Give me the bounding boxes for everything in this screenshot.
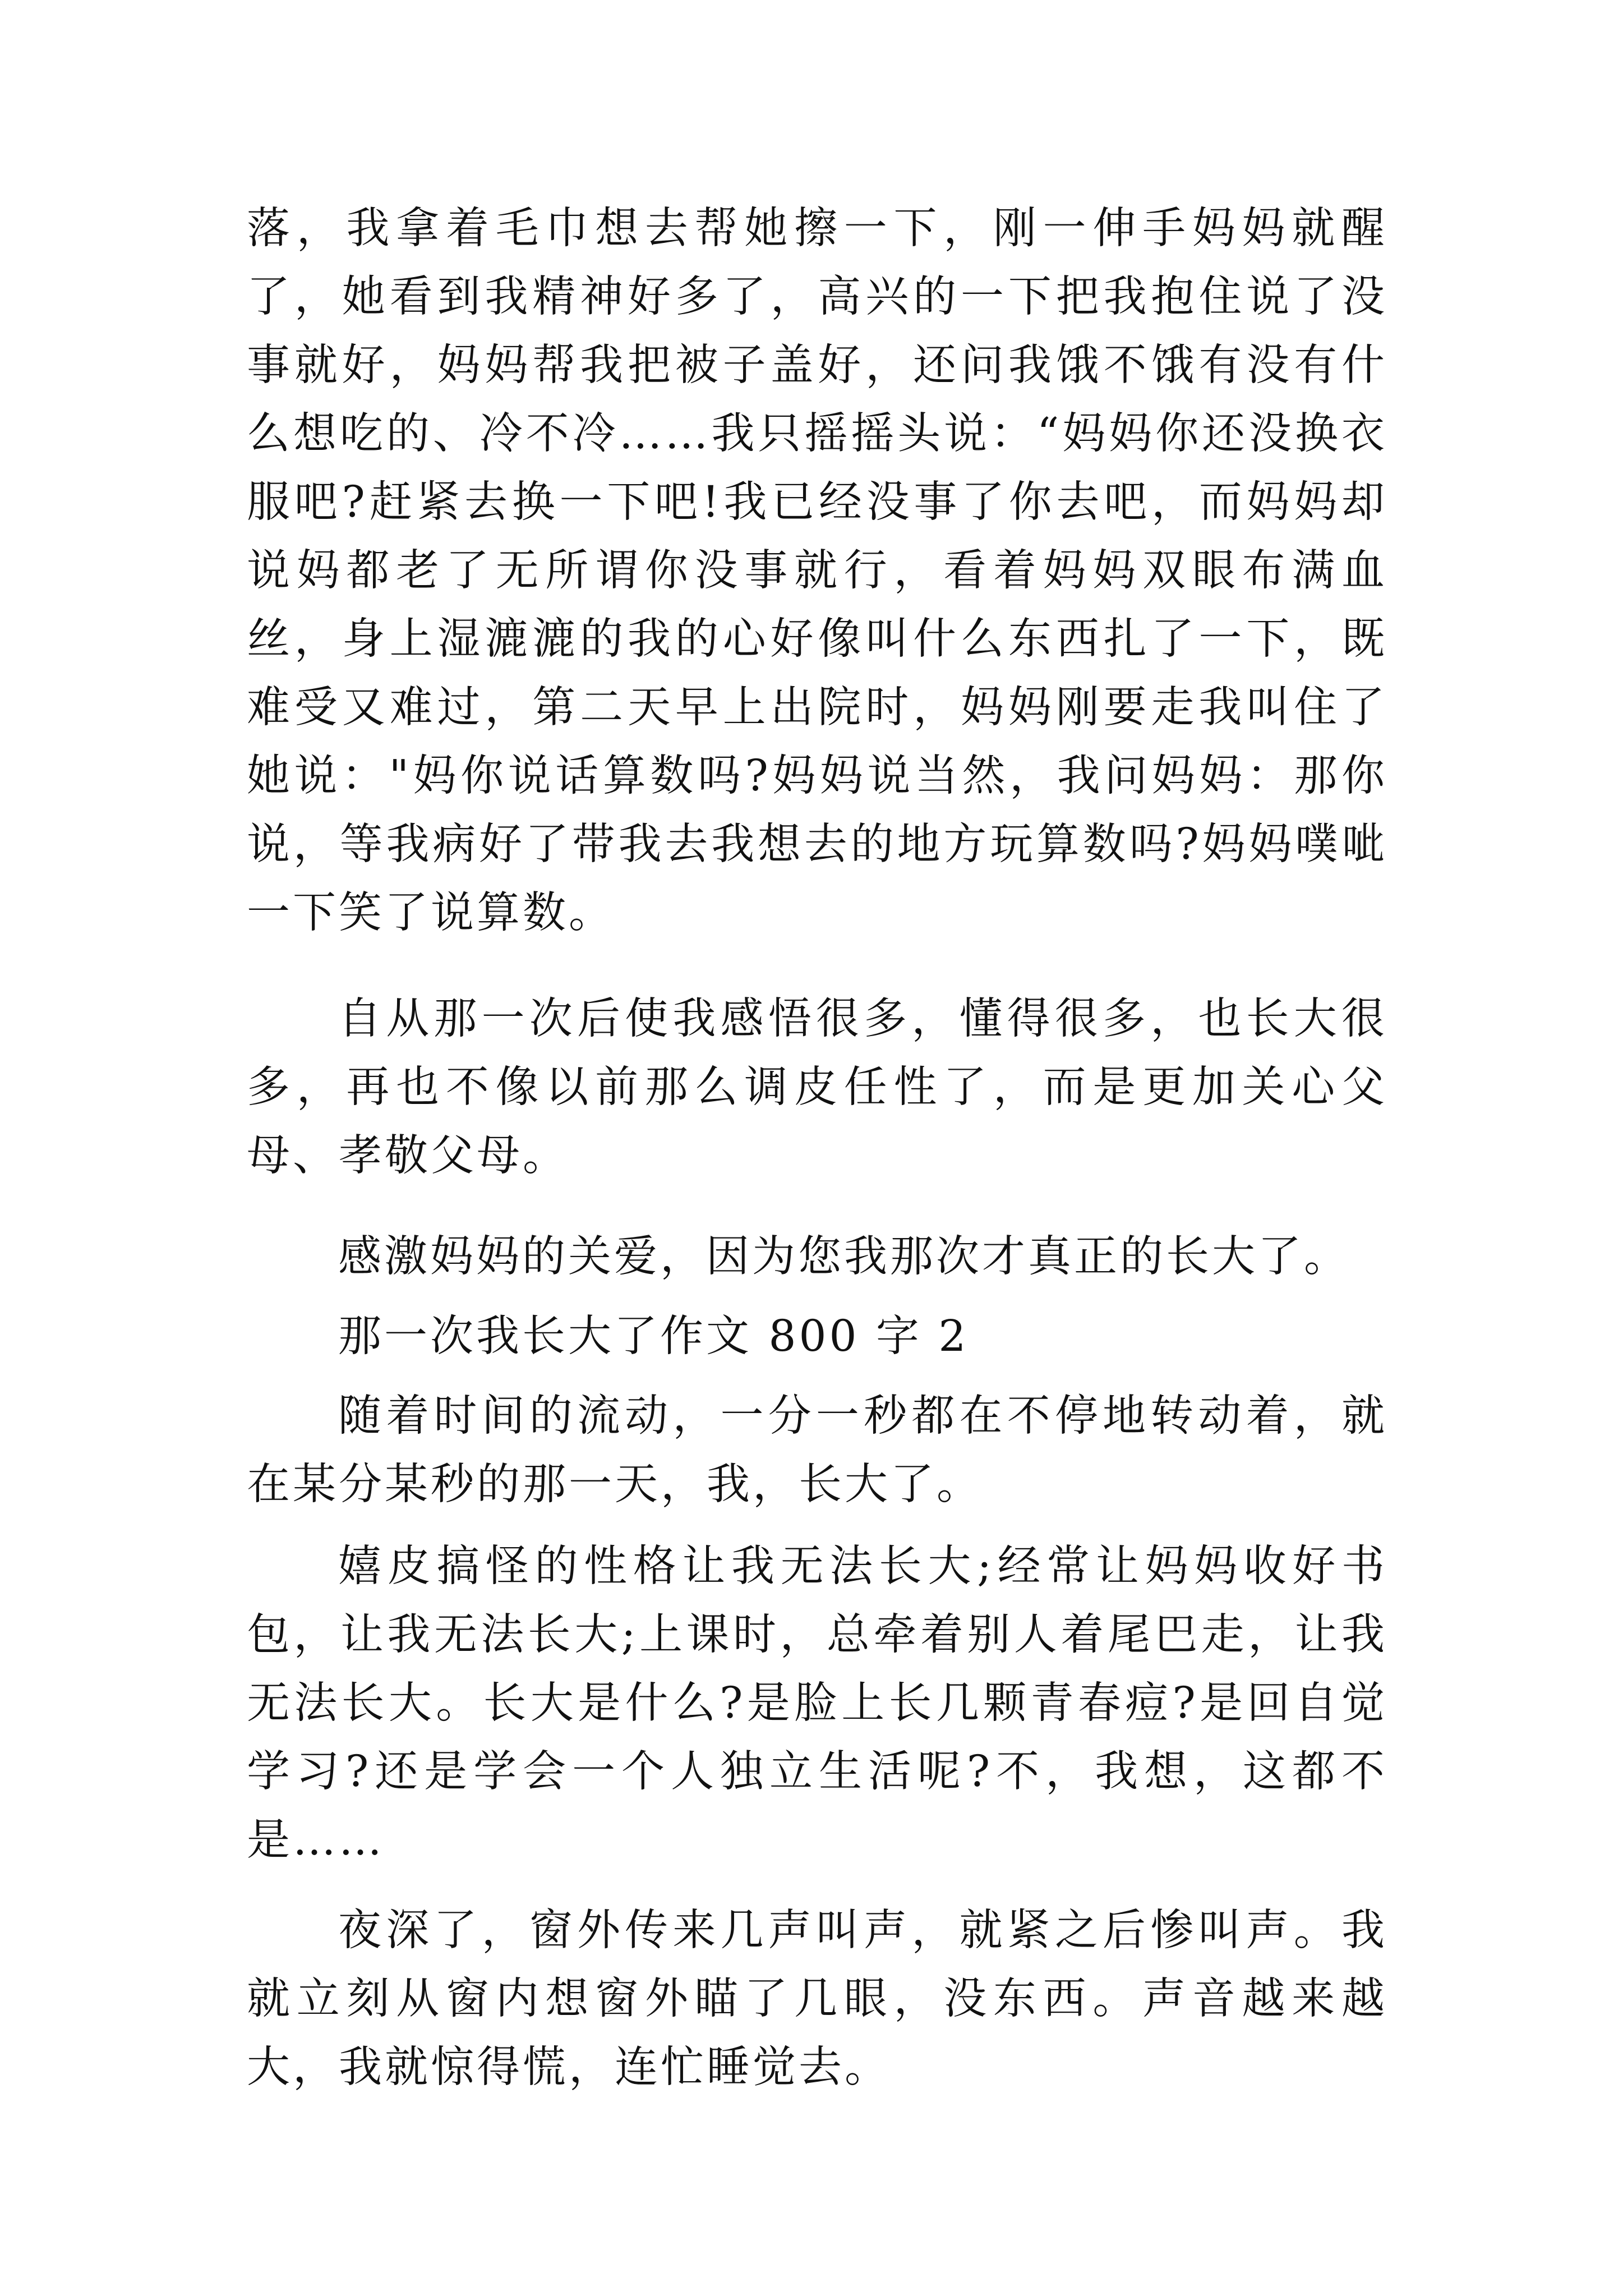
document-page: [247, 0, 1387, 2092]
paragraph-5: 嬉皮搞怪的性格让我无法长大;经常让妈妈收好书包，让我无法长大;上课时，总牵着别人着尾巴走，让我无法长大。长大是什么?是脸上长几颗青春痘?是回自觉学习?还是学会一个人独立生活呢?不，我想，这都不是……: [247, 1542, 1387, 1865]
paragraph-2: 自从那一次后使我感悟很多，懂得很多，也长大很多，再也不像以前那么调皮任性了，而是更加关心父母、孝敬父母。: [247, 994, 1387, 1181]
paragraph-4: 随着时间的流动，一分一秒都在不停地转动着，就在某分某秒的那一天，我，长大了。: [247, 1391, 1387, 1510]
paragraph-6: 夜深了，窗外传来几声叫声，就紧之后惨叫声。我就立刻从窗内想窗外瞄了几眼，没东西。声音越来越大，我就惊得慌，连忙睡觉去。: [247, 1906, 1387, 2092]
paragraph-1: 落，我拿着毛巾想去帮她擦一下，刚一伸手妈妈就醒了，她看到我精神好多了，高兴的一下把我抱住说了没事就好，妈妈帮我把被子盖好，还问我饿不饿有没有什么想吃的、冷不冷……我只摇摇头说：“妈妈你还没换衣服吧?赶紧去换一下吧!我已经没事了你去吧，而妈妈却说妈都老了无所谓你没事就行，看着妈妈双眼布满血丝，身上湿漉漉的我的心好像叫什么东西扎了一下，既难受又难过，第二天早上出院时，妈妈刚要走我叫住了她说："妈你说话算数吗?妈妈说当然，我问妈妈：那你说，等我病好了带我去我想去的地方玩算数吗?妈妈噗呲一下笑了说算数。: [247, 204, 1387, 938]
section-heading: 那一次我长大了作文 800 字 2: [338, 1312, 969, 1361]
paragraph-3: 感激妈妈的关爱，因为您我那次才真正的长大了。: [338, 1232, 1350, 1282]
